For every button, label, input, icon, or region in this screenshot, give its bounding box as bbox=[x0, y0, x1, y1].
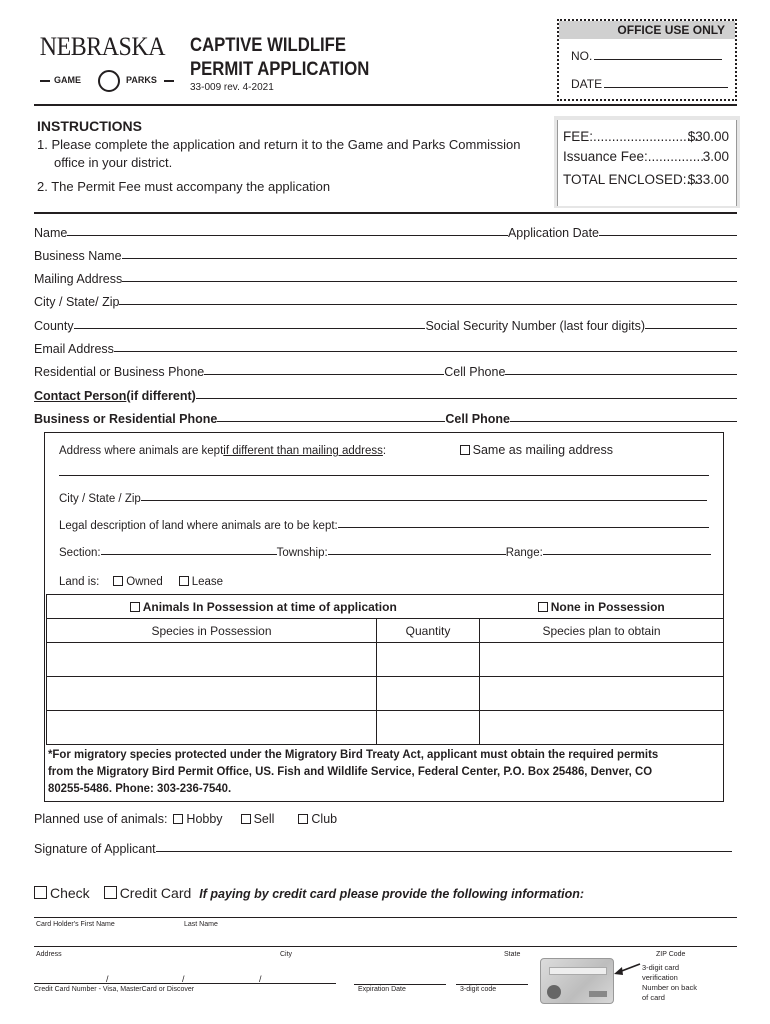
divider bbox=[34, 104, 737, 106]
plan-cell[interactable] bbox=[480, 711, 724, 745]
county-label: County bbox=[34, 319, 74, 333]
migratory-bird-note: *For migratory species protected under the Migratory Bird Treaty Act, applicant must obtain the required permits from the Migratory Bird Permit Office, US. Fish and Wildlife Service, Federal Center, P.O. Box 25486, Denver, CO 80255-5486. Phone: 303-236-7540. bbox=[48, 747, 659, 795]
logo-emblem-icon bbox=[98, 70, 120, 92]
city-state-zip-field[interactable] bbox=[119, 304, 737, 305]
contact-cell-field[interactable] bbox=[510, 421, 737, 422]
checkbox-icon bbox=[130, 602, 140, 612]
expiration-field[interactable] bbox=[354, 984, 446, 985]
zip-label: ZIP Code bbox=[656, 951, 686, 958]
contact-person-label: Contact Person bbox=[34, 389, 127, 403]
species-cell[interactable] bbox=[47, 677, 377, 711]
fee-label: FEE:............................ bbox=[563, 129, 699, 144]
section-label: Section: bbox=[59, 547, 101, 559]
quantity-cell[interactable] bbox=[377, 677, 480, 711]
contact-person-row bbox=[34, 383, 737, 403]
city-state-zip-label: City / State/ Zip bbox=[34, 295, 120, 309]
animal-city-field[interactable] bbox=[141, 500, 707, 501]
office-no-field[interactable] bbox=[571, 49, 722, 63]
table-row bbox=[47, 677, 724, 711]
email-row bbox=[34, 336, 737, 356]
contact-phone-row bbox=[34, 406, 737, 426]
plan-cell[interactable] bbox=[480, 677, 724, 711]
instruction-1-line1: 1. Please complete the application and return it to the Game and Parks Commission bbox=[37, 137, 521, 152]
checkbox-icon bbox=[298, 814, 308, 824]
county-field[interactable] bbox=[74, 328, 426, 329]
hobby-checkbox[interactable]: Hobby bbox=[173, 812, 222, 826]
club-checkbox[interactable]: Club bbox=[298, 812, 337, 826]
office-use-box bbox=[557, 19, 737, 101]
species-cell[interactable] bbox=[47, 711, 377, 745]
check-checkbox[interactable]: Check bbox=[34, 885, 90, 901]
signature-label: Signature of Applicant bbox=[34, 842, 156, 856]
township-label: Township: bbox=[276, 547, 328, 559]
species-column-header: Species in Possession bbox=[47, 619, 377, 643]
legal-description-field[interactable] bbox=[338, 527, 709, 528]
animal-address-field[interactable] bbox=[59, 475, 709, 476]
mailing-address-field[interactable] bbox=[122, 281, 737, 282]
county-row bbox=[34, 313, 737, 333]
total-enclosed-label: TOTAL ENCLOSED:... bbox=[563, 172, 698, 187]
nebraska-game-parks-logo bbox=[38, 32, 178, 102]
name-label: Name bbox=[34, 226, 68, 240]
logo-parks-text: PARKS bbox=[126, 75, 157, 85]
table-row bbox=[47, 711, 724, 745]
contact-cell-label: Cell Phone bbox=[445, 412, 510, 426]
office-use-heading: OFFICE USE ONLY bbox=[559, 21, 735, 39]
plan-cell[interactable] bbox=[480, 643, 724, 677]
signature-row bbox=[34, 836, 732, 856]
email-label: Email Address bbox=[34, 342, 114, 356]
species-table bbox=[46, 594, 724, 745]
logo-wordmark: NEBRASKA bbox=[39, 32, 166, 61]
residential-phone-row bbox=[34, 359, 737, 379]
quantity-cell[interactable] bbox=[377, 643, 480, 677]
form-revision: 33-009 rev. 4-2021 bbox=[190, 82, 274, 93]
legal-description-row bbox=[59, 512, 709, 532]
checkbox-icon bbox=[179, 576, 189, 586]
card-address-field[interactable] bbox=[34, 946, 737, 947]
form-title-line1: CAPTIVE WILDLIFE bbox=[190, 35, 347, 56]
application-date-label: Application Date bbox=[507, 226, 599, 240]
total-enclosed-amount: $33.00 bbox=[687, 172, 729, 187]
cell-phone-label: Cell Phone bbox=[444, 365, 506, 379]
animal-address-label: Address where animals are kept bbox=[59, 445, 224, 457]
in-possession-header[interactable]: Animals In Possession at time of application bbox=[47, 595, 480, 619]
business-name-row bbox=[34, 243, 737, 263]
sell-checkbox[interactable]: Sell bbox=[241, 812, 275, 826]
planned-use-row bbox=[34, 806, 394, 826]
divider bbox=[34, 212, 737, 214]
animal-address-line bbox=[59, 460, 709, 480]
range-label: Range: bbox=[505, 547, 543, 559]
range-field[interactable] bbox=[543, 554, 711, 555]
checkbox-icon bbox=[460, 445, 470, 455]
credit-card-back-icon bbox=[540, 958, 614, 1004]
credit-card-instruction: If paying by credit card please provide the following information: bbox=[199, 887, 585, 901]
logo-subline bbox=[40, 70, 176, 92]
signature-field[interactable] bbox=[156, 851, 732, 852]
land-is-label: Land is: bbox=[59, 576, 100, 588]
residential-phone-field[interactable] bbox=[204, 374, 444, 375]
owned-checkbox[interactable]: Owned bbox=[113, 576, 162, 588]
quantity-column-header: Quantity bbox=[377, 619, 480, 643]
legal-description-label: Legal description of land where animals are to be kept: bbox=[59, 520, 338, 532]
checkbox-icon bbox=[241, 814, 251, 824]
office-no-label: NO. bbox=[571, 49, 593, 63]
checkbox-icon bbox=[538, 602, 548, 612]
section-township-range-row bbox=[59, 539, 711, 559]
planned-use-label: Planned use of animals: bbox=[34, 812, 168, 826]
office-date-label: DATE bbox=[571, 77, 603, 91]
cvv-field[interactable] bbox=[456, 984, 528, 985]
animal-address-row: Address where animals are kept if different than mailing address : Same as mailing address bbox=[59, 443, 613, 457]
name-row bbox=[34, 220, 737, 240]
table-row bbox=[47, 643, 724, 677]
first-name-label: Card Holder's First Name bbox=[36, 921, 115, 928]
office-date-field[interactable] bbox=[571, 77, 728, 91]
instruction-1-line2: office in your district. bbox=[54, 155, 173, 170]
section-field[interactable] bbox=[101, 554, 277, 555]
form-title-line2: PERMIT APPLICATION bbox=[190, 59, 370, 80]
address-label: Address bbox=[36, 951, 62, 958]
contact-phone-field[interactable] bbox=[217, 421, 445, 422]
logo-game-text: GAME bbox=[54, 75, 81, 85]
business-name-field[interactable] bbox=[122, 258, 737, 259]
cvv-label: 3-digit code bbox=[460, 986, 497, 993]
same-as-mailing-label: Same as mailing address bbox=[472, 443, 613, 457]
last-name-label: Last Name bbox=[184, 921, 218, 928]
card-number-label: Credit Card Number - Visa, MasterCard or Discover bbox=[34, 986, 195, 993]
application-date-field[interactable] bbox=[599, 235, 737, 236]
expiration-label: Expiration Date bbox=[358, 986, 406, 993]
animal-city-row bbox=[59, 485, 707, 505]
animal-address-qualifier: if different than mailing address bbox=[223, 445, 383, 457]
contact-phone-label: Business or Residential Phone bbox=[34, 412, 218, 426]
checkbox-icon bbox=[173, 814, 183, 824]
state-label: State bbox=[504, 951, 521, 958]
same-as-mailing-checkbox[interactable] bbox=[460, 443, 613, 457]
contact-person-qualifier: (if different) bbox=[126, 389, 196, 403]
business-name-label: Business Name bbox=[34, 249, 122, 263]
fee-amount: $30.00 bbox=[687, 129, 729, 144]
arrow-icon bbox=[612, 962, 642, 976]
payment-row bbox=[34, 879, 654, 901]
checkbox-icon bbox=[34, 886, 47, 899]
card-name-field[interactable] bbox=[34, 917, 737, 918]
lease-checkbox[interactable]: Lease bbox=[179, 576, 223, 588]
issuance-fee-amount: 3.00 bbox=[702, 149, 729, 164]
cell-phone-field[interactable] bbox=[505, 374, 737, 375]
checkbox-icon bbox=[113, 576, 123, 586]
township-field[interactable] bbox=[328, 554, 506, 555]
instruction-2: 2. The Permit Fee must accompany the application bbox=[37, 179, 331, 194]
quantity-cell[interactable] bbox=[377, 711, 480, 745]
email-field[interactable] bbox=[114, 351, 737, 352]
instructions-heading: INSTRUCTIONS bbox=[37, 118, 142, 134]
land-is-row bbox=[59, 568, 359, 588]
issuance-fee-label: Issuance Fee:............... bbox=[563, 149, 705, 164]
species-cell[interactable] bbox=[47, 643, 377, 677]
animal-city-label: City / State / Zip bbox=[59, 493, 141, 505]
ssn-field[interactable] bbox=[645, 328, 737, 329]
credit-card-checkbox[interactable]: Credit Card bbox=[104, 885, 192, 901]
city-state-zip-row bbox=[34, 289, 737, 309]
card-number-field[interactable]: / / / bbox=[34, 974, 336, 984]
checkbox-icon bbox=[104, 886, 117, 899]
mailing-address-label: Mailing Address bbox=[34, 272, 123, 286]
cvv-note: 3-digit card verification Number on back of card bbox=[642, 963, 698, 1002]
contact-person-field[interactable] bbox=[196, 398, 737, 399]
none-in-possession-header[interactable]: None in Possession bbox=[480, 595, 724, 619]
name-field[interactable] bbox=[67, 235, 508, 236]
residential-phone-label: Residential or Business Phone bbox=[34, 365, 205, 379]
city-label: City bbox=[280, 951, 293, 958]
plan-column-header: Species plan to obtain bbox=[480, 619, 724, 643]
mailing-address-row bbox=[34, 266, 737, 286]
ssn-label: Social Security Number (last four digits) bbox=[425, 319, 645, 333]
